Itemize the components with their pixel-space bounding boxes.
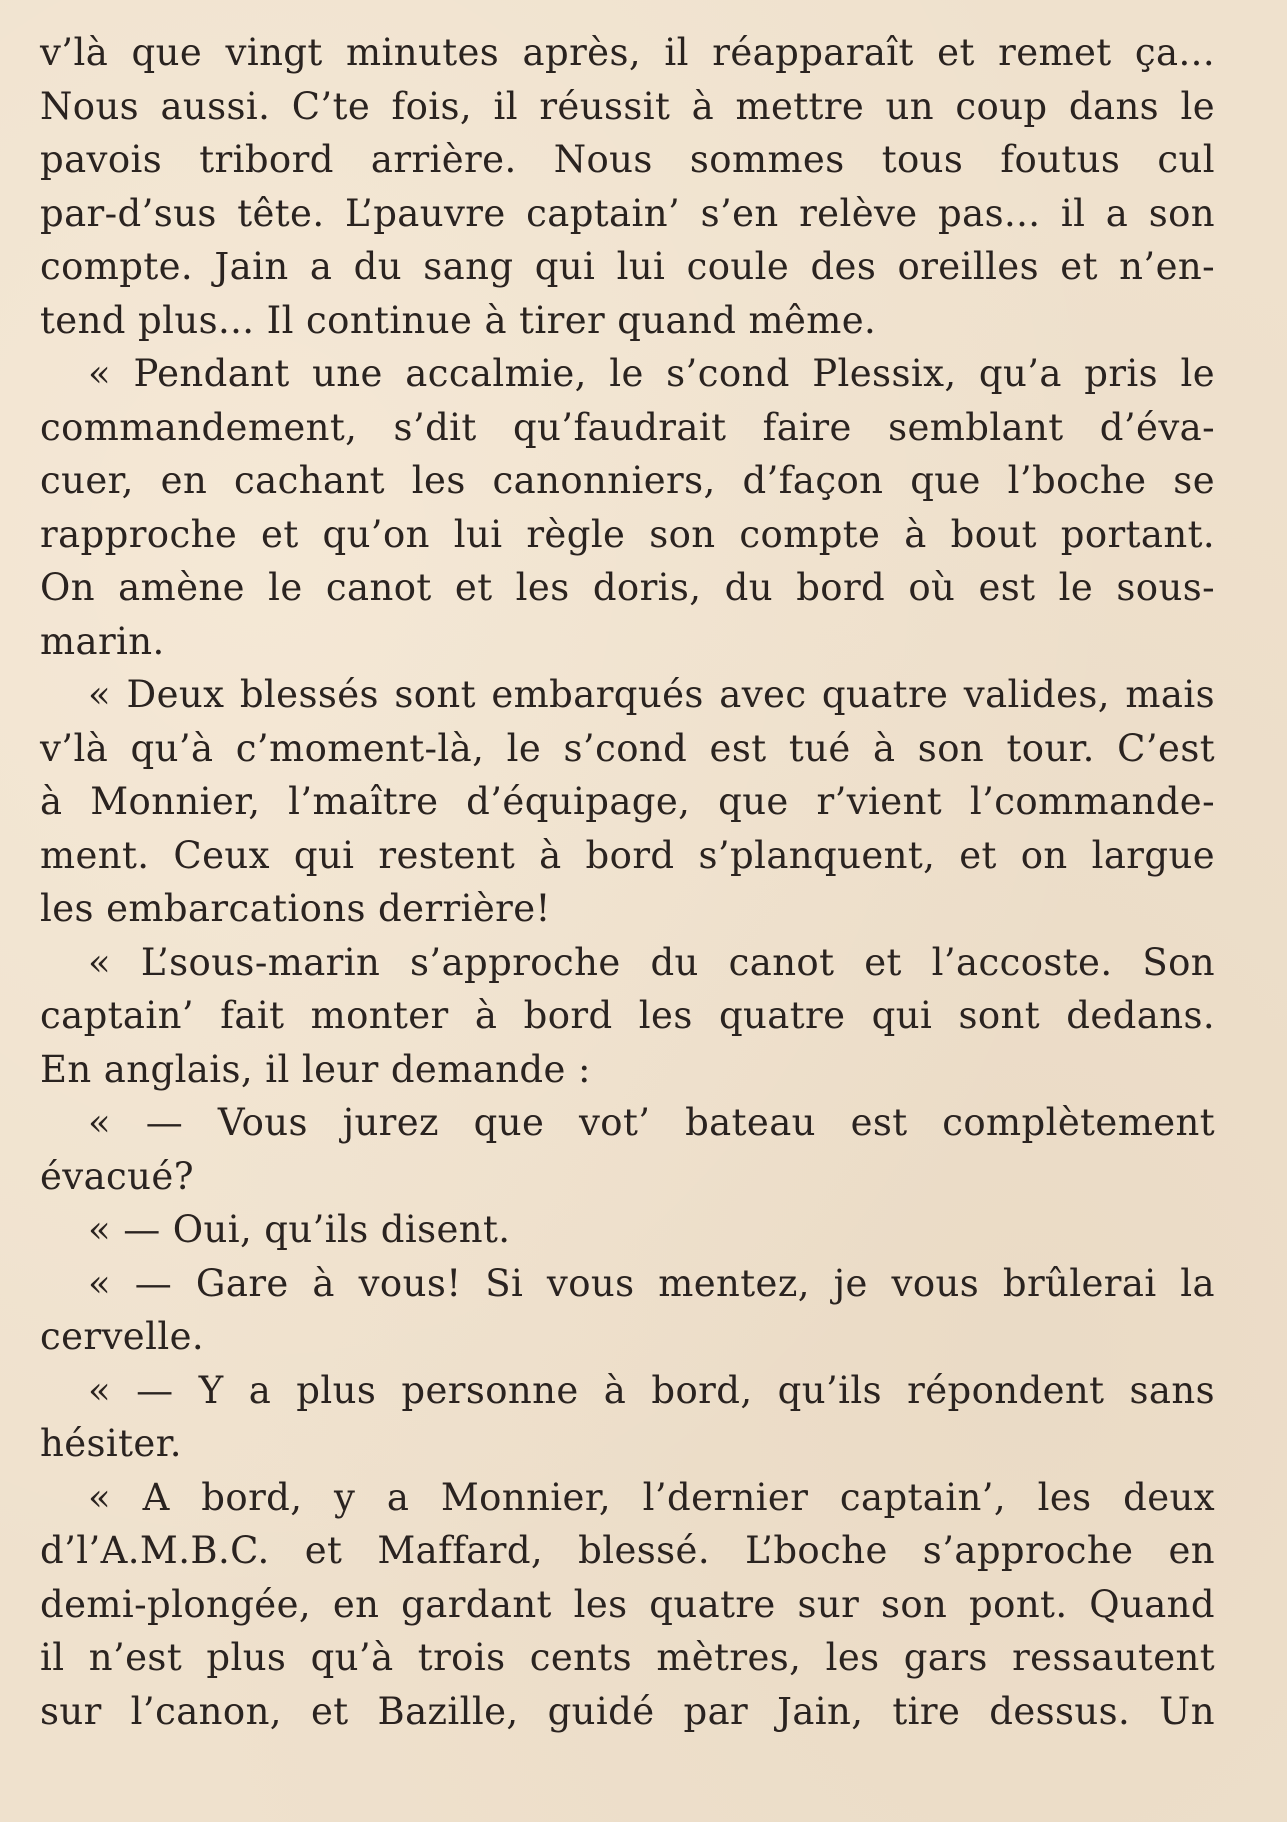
- paragraph: [40, 936, 1215, 1097]
- text-line: « — Vous jurez que vot’ bateau est complètement: [88, 1101, 1215, 1144]
- text-line: ment. Ceux qui restent à bord s’planquent, et on largue: [40, 833, 1215, 877]
- text-line: commandement, s’dit qu’faudrait faire semblant d’éva-: [40, 405, 1215, 449]
- text-line: « Deux blessés sont embarqués avec quatre valides, mais: [88, 673, 1215, 716]
- paragraph: [40, 668, 1215, 936]
- text-line: Nous aussi. C’te fois, il réussit à mettre un coup dans le: [40, 84, 1215, 128]
- text-line: compte. Jain a du sang qui lui coule des oreilles et n’en-: [40, 245, 1215, 288]
- text-line: pavois tribord arrière. Nous sommes tous foutus cul: [40, 138, 1215, 181]
- text-line: « A bord, y a Monnier, l’dernier captain’, les deux: [88, 1475, 1215, 1519]
- text-line: « L’sous-marin s’approche du canot et l’accoste. Son: [88, 940, 1215, 984]
- text-line: rapproche et qu’on lui règle son compte à bout portant.: [40, 512, 1215, 556]
- text-line: d’l’A.M.B.C. et Maffard, blessé. L’boche s’approche en: [40, 1529, 1215, 1572]
- text-line: « — Gare à vous! Si vous mentez, je vous brûlerai la: [88, 1261, 1215, 1305]
- text-line: cuer, en cachant les canonniers, d’façon que l’boche se: [40, 459, 1215, 502]
- text-line: « — Y a plus personne à bord, qu’ils répondent sans: [88, 1368, 1215, 1412]
- paragraph: [40, 1096, 1215, 1203]
- text-line: cervelle.: [40, 1315, 205, 1358]
- text-line: v’là qu’à c’moment-là, le s’cond est tué à son tour. C’est: [40, 726, 1215, 770]
- text-line: évacué?: [40, 1154, 194, 1198]
- paragraph: [40, 1257, 1215, 1364]
- paragraph: [40, 347, 1215, 668]
- text-line: à Monnier, l’maître d’équipage, que r’vient l’commande-: [40, 780, 1215, 823]
- text-line: il n’est plus qu’à trois cents mètres, les gars ressautent: [40, 1636, 1215, 1679]
- text-line: par-d’sus tête. L’pauvre captain’ s’en relève pas... il a son: [40, 191, 1215, 235]
- text-line: sur l’canon, et Bazille, guidé par Jain, tire dessus. Un: [40, 1689, 1215, 1733]
- paragraph: [40, 1364, 1215, 1471]
- text-line: marin.: [40, 619, 165, 663]
- text-line: tend plus... Il continue à tirer quand même.: [40, 298, 877, 342]
- paragraph: [40, 1471, 1215, 1739]
- text-line: v’là que vingt minutes après, il réapparaît et remet ça...: [40, 31, 1215, 74]
- paragraph: [40, 1203, 1215, 1257]
- text-line: On amène le canot et les doris, du bord où est le sous-: [40, 566, 1215, 609]
- text-line: hésiter.: [40, 1422, 182, 1465]
- page-text: [40, 26, 1215, 1738]
- text-line: les embarcations derrière!: [40, 887, 551, 930]
- paragraph: [40, 26, 1215, 347]
- text-line: « — Oui, qu’ils disent.: [88, 1208, 511, 1251]
- text-line: demi-plongée, en gardant les quatre sur son pont. Quand: [40, 1582, 1215, 1626]
- text-line: En anglais, il leur demande :: [40, 1047, 591, 1091]
- text-line: « Pendant une accalmie, le s’cond Plessix, qu’a pris le: [88, 352, 1215, 395]
- text-line: captain’ fait monter à bord les quatre qui sont dedans.: [40, 994, 1215, 1037]
